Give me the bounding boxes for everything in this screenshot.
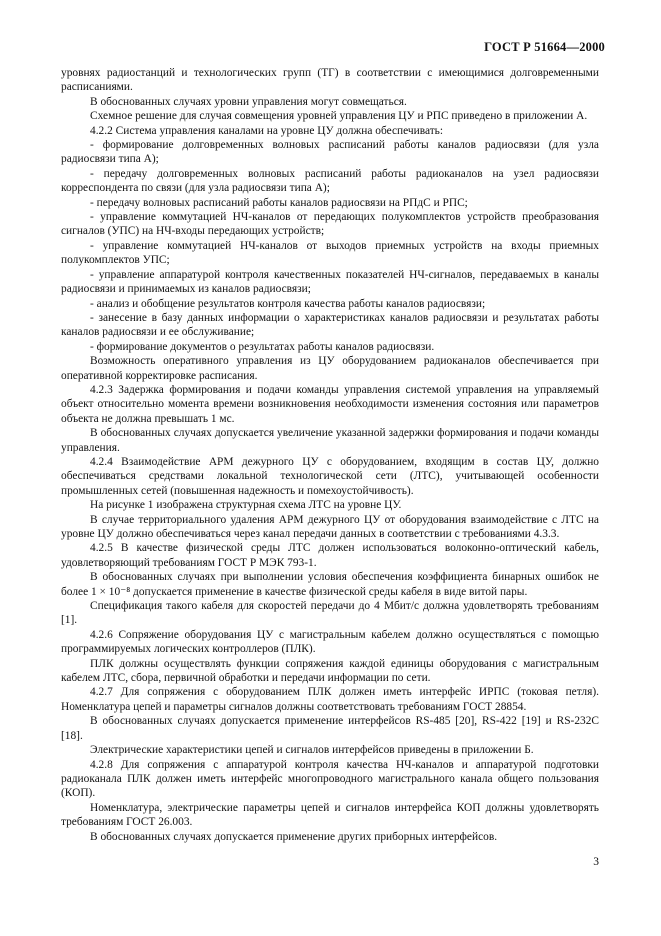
paragraph: Спецификация такого кабеля для скоростей передачи до 4 Мбит/с должна удовлетворять требованиям [1]. xyxy=(61,600,599,627)
list-item: - занесение в базу данных информации о характеристиках каналов радиосвязи и результатах работы каналов радиосвязи и ее обслуживание; xyxy=(61,311,599,339)
paragraph: В обоснованных случаях допускается применение интерфейсов RS-485 [20], RS-422 [19] и RS-232C [18]. xyxy=(61,715,599,742)
paragraph: ПЛК должны осуществлять функции сопряжения каждой единицы оборудования с магистральным кабелем ЛТС, сбора, первичной обработки и передачи информации по сети. xyxy=(61,657,599,685)
paragraph: В обоснованных случаях уровни управления могут совмещаться. xyxy=(90,95,407,108)
paragraph: В обоснованных случаях допускается увеличение указанной задержки формирования и подачи команды управления. xyxy=(61,427,599,454)
list-item: - передачу волновых расписаний работы каналов радиосвязи на РПдС и РПС; xyxy=(90,196,468,209)
paragraph: 4.2.5 В качестве физической среды ЛТС должен использоваться волоконно-оптический кабель, удовлетворяющий требованиям ГОСТ Р МЭК 793-1. xyxy=(61,542,599,569)
list-item: - анализ и обобщение результатов контроля качества работы каналов радиосвязи; xyxy=(90,297,486,310)
list-item: - формирование долговременных волновых расписаний работы каналов радиосвязи (для узла радиосвязи типа А); xyxy=(61,139,599,166)
paragraph: На рисунке 1 изображена структурная схема ЛТС на уровне ЦУ. xyxy=(90,499,402,512)
paragraph: В обоснованных случаях при выполнении условия обеспечения коэффициента бинарных ошибок не более 1 × 10⁻⁸ допускается применение в качестве физической среды кабеля в виде витой пары. xyxy=(61,571,599,598)
list-item: - управление коммутацией НЧ-каналов от передающих полукомплектов устройств преобразования сигналов (УПС) на НЧ-входы передающих устройств; xyxy=(61,211,599,238)
list-item: - передачу долговременных волновых расписаний работы радиоканалов на узел радиосвязи корреспондента по связи (для узла радиосвязи типа А); xyxy=(61,167,599,195)
document-body xyxy=(61,66,599,844)
document-header: ГОСТ Р 51664—2000 xyxy=(484,40,605,54)
paragraph: Возможность оперативного управления из ЦУ оборудованием радиоканалов обеспечивается при оперативной корректировке расписания. xyxy=(61,355,599,382)
paragraph: 4.2.7 Для сопряжения с оборудованием ПЛК должен иметь интерфейс ИРПС (токовая петля). Номенклатура цепей и параметры сигналов должны соответствовать требованиям ГОСТ 28854. xyxy=(61,686,599,713)
paragraph: Схемное решение для случая совмещения уровней управления ЦУ и РПС приведено в приложении А. xyxy=(90,110,588,123)
page-number: 3 xyxy=(593,856,599,868)
list-item: - управление коммутацией НЧ-каналов от выходов приемных устройств на входы приемных полукомплектов УПС; xyxy=(61,239,599,267)
paragraph: Электрические характеристики цепей и сигналов интерфейсов приведены в приложении Б. xyxy=(90,744,534,757)
paragraph: В случае территориального удаления АРМ дежурного ЦУ от оборудования взаимодействие с ЛТС на уровне ЦУ должно обеспечиваться через канал передачи данных в соответствии с требованиями 4.3.3. xyxy=(61,513,599,540)
paragraph: уровнях радиостанций и технологических групп (ТГ) в соответствии с имеющимися долговременными расписаниями. xyxy=(61,67,599,94)
list-item: - формирование документов о результатах работы каналов радиосвязи. xyxy=(90,340,435,353)
paragraph: 4.2.4 Взаимодействие АРМ дежурного ЦУ с оборудованием, входящим в состав ЦУ, должно обеспечиваться средствами локальной технологической сети (ЛТС), учитывающей особенности промышленных сетей (повышенная надежность и помехоустойчивость). xyxy=(61,455,599,497)
paragraph: 4.2.2 Система управления каналами на уровне ЦУ должна обеспечивать: xyxy=(90,124,444,137)
list-item: - управление аппаратурой контроля качественных показателей НЧ-сигналов, передаваемых в каналы радиосвязи и принимаемых из каналов радиосвязи; xyxy=(61,268,599,296)
paragraph: Номенклатура, электрические параметры цепей и сигналов интерфейса КОП должны удовлетворять требованиям ГОСТ 26.003. xyxy=(61,801,599,829)
paragraph: В обоснованных случаях допускается применение других приборных интерфейсов. xyxy=(90,830,498,843)
paragraph: 4.2.6 Сопряжение оборудования ЦУ с магистральным кабелем должно осуществляться с помощью программируемых логических контроллеров (ПЛК). xyxy=(61,628,599,656)
paragraph: 4.2.8 Для сопряжения с аппаратурой контроля качества НЧ-каналов и аппаратурой подготовки радиоканала ПЛК должен иметь интерфейс многопроводного магистрального канала общего пользования (КОП). xyxy=(61,758,599,800)
paragraph: 4.2.3 Задержка формирования и подачи команды управления системой управления на управляемый объект относительно момента времени возникновения необходимости изменения состояния или параметров объекта не должна превышать 1 мс. xyxy=(61,383,599,425)
